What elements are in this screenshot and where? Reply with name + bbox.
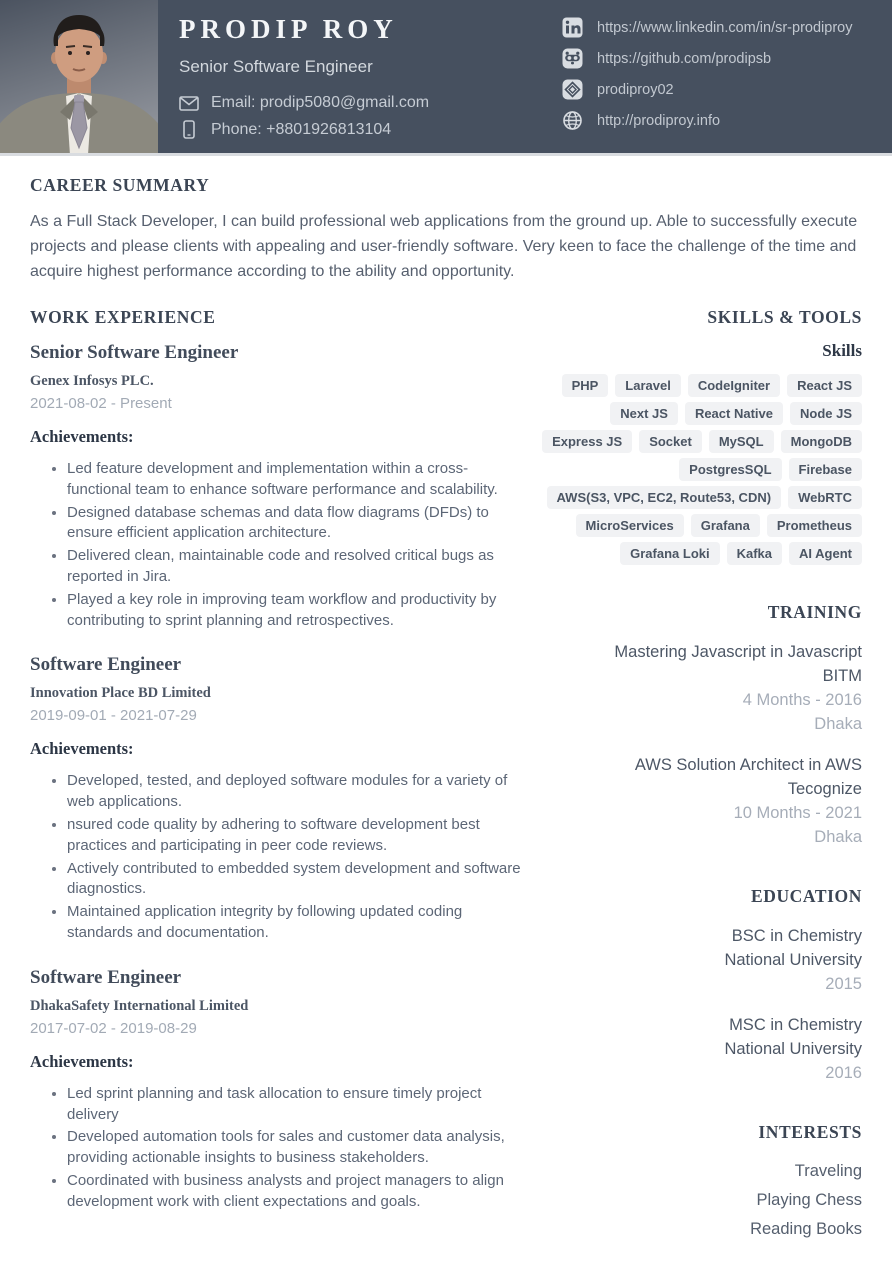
education-year: 2016	[825, 1064, 862, 1082]
achievement-item: • Played a key role in improving team workflow and productivity by contributing to sprint planning and retrospectives.	[67, 590, 522, 632]
achievements-list	[30, 1084, 522, 1213]
training-org: BITM	[822, 667, 862, 685]
skill-tag: Laravel	[615, 374, 681, 397]
achievement-item: • Developed, tested, and deployed software modules for a variety of web applications.	[67, 771, 522, 813]
linkedin-link[interactable]	[562, 17, 892, 38]
career-summary-heading: CAREER SUMMARY	[30, 175, 210, 195]
job-entry	[30, 654, 522, 943]
job-title: Software Engineer	[30, 654, 182, 676]
training-heading: TRAINING	[767, 602, 862, 622]
career-summary-section	[30, 175, 862, 284]
skill-tag: Next JS	[610, 402, 678, 425]
skills-subheading: Skills	[822, 341, 862, 360]
right-column	[536, 307, 862, 1244]
training-title: AWS Solution Architect in AWS	[634, 756, 862, 774]
linkedin-url[interactable]: https://www.linkedin.com/in/sr-prodiproy	[597, 19, 853, 36]
github-link[interactable]	[562, 48, 892, 69]
skills-heading: SKILLS & TOOLS	[707, 307, 862, 327]
achievements-list	[30, 459, 522, 631]
skill-tag: MySQL	[709, 430, 774, 453]
training-duration: 10 Months - 2021	[733, 804, 862, 822]
education-school: National University	[724, 951, 862, 969]
header-main	[158, 0, 562, 153]
skill-tag: Prometheus	[767, 514, 862, 537]
achievement-item: • Coordinated with business analysts and project managers to align development work with client expectations and goals.	[67, 1171, 522, 1213]
email-label: Email: prodip5080@gmail.com	[211, 94, 430, 111]
github-url[interactable]: https://github.com/prodipsb	[597, 50, 772, 67]
email-icon	[179, 96, 199, 111]
training-location: Dhaka	[814, 715, 862, 733]
work-experience-heading: WORK EXPERIENCE	[30, 307, 216, 327]
achievement-item: • nsured code quality by adhering to software development best practices and participating in peer code reviews.	[67, 815, 522, 857]
job-dates: 2021-08-02 - Present	[30, 395, 172, 412]
skills-section	[536, 307, 862, 565]
skill-tag: WebRTC	[788, 486, 862, 509]
skill-tag: Grafana	[691, 514, 760, 537]
job-company: Innovation Place BD Limited	[30, 685, 211, 702]
training-duration: 4 Months - 2016	[742, 691, 862, 709]
interest-item: Playing Chess	[756, 1191, 862, 1209]
achievement-item: • Developed automation tools for sales and customer data analysis, providing actionable insights to business stakeholders.	[67, 1127, 522, 1169]
skill-tag: Socket	[639, 430, 702, 453]
job-title: Senior Software Engineer	[30, 342, 239, 363]
codepen-link[interactable]	[562, 79, 892, 100]
training-entry	[536, 640, 862, 736]
phone-label: Phone: +8801926813104	[211, 120, 392, 138]
skill-tag: PHP	[562, 374, 609, 397]
codepen-username[interactable]: prodiproy02	[597, 81, 674, 98]
skill-tag: Express JS	[542, 430, 632, 453]
education-entry	[536, 1013, 862, 1085]
job-title: Software Engineer	[30, 966, 182, 988]
job-company: DhakaSafety International Limited	[30, 997, 249, 1014]
achievements-label: Achievements:	[30, 1051, 134, 1071]
website-url[interactable]: http://prodiproy.info	[597, 112, 721, 129]
codepen-icon	[562, 79, 583, 100]
achievement-item: • Delivered clean, maintainable code and resolved critical bugs as reported in Jira.	[67, 546, 522, 588]
training-org: Tecognize	[787, 780, 862, 798]
job-company: Genex Infosys PLC.	[30, 373, 154, 389]
training-location: Dhaka	[814, 828, 862, 846]
skill-tags	[536, 374, 862, 565]
job-dates: 2019-09-01 - 2021-07-29	[30, 707, 197, 725]
achievements-label: Achievements:	[30, 427, 134, 446]
person-name: PRODIP ROY	[179, 14, 398, 44]
resume-header	[0, 0, 892, 156]
github-icon	[562, 48, 583, 69]
achievement-item: • Led feature development and implementation within a cross-functional team to enhance software performance and scalability.	[67, 459, 522, 501]
skill-tag: Firebase	[789, 458, 862, 481]
education-heading: EDUCATION	[750, 886, 862, 906]
phone-icon	[179, 120, 199, 139]
skill-tag: Node JS	[790, 402, 862, 425]
skill-tag: MongoDB	[781, 430, 862, 453]
skill-tag: Kafka	[727, 542, 782, 565]
training-title: Mastering Javascript in Javascript	[614, 643, 862, 661]
profile-photo	[0, 0, 158, 153]
skill-tag: MicroServices	[576, 514, 684, 537]
training-entry	[536, 753, 862, 849]
skill-tag: React Native	[685, 402, 783, 425]
education-degree: BSC in Chemistry	[731, 927, 862, 945]
job-entry	[30, 967, 522, 1213]
achievements-list	[30, 771, 522, 943]
website-link[interactable]	[562, 110, 892, 131]
interests-heading: INTERESTS	[758, 1122, 862, 1142]
skill-tag: CodeIgniter	[688, 374, 780, 397]
education-degree: MSC in Chemistry	[729, 1016, 862, 1034]
job-entry	[30, 342, 522, 631]
interests-section	[536, 1122, 862, 1244]
education-entry	[536, 924, 862, 996]
contact-phone	[179, 120, 562, 139]
skill-tag: React JS	[787, 374, 862, 397]
skill-tag: Grafana Loki	[620, 542, 719, 565]
skill-tag: PostgresSQL	[679, 458, 781, 481]
education-year: 2015	[825, 975, 862, 993]
work-experience-section	[30, 307, 522, 1244]
contact-email	[179, 94, 562, 112]
achievements-label: Achievements:	[30, 739, 134, 759]
job-dates: 2017-07-02 - 2019-08-29	[30, 1019, 197, 1037]
achievement-item: • Designed database schemas and data flow diagrams (DFDs) to ensure efficient application architecture.	[67, 503, 522, 545]
header-links	[562, 0, 892, 153]
career-summary-text: As a Full Stack Developer, I can build professional web applications from the ground up. Able to successfully execute projects and please clients with appealing and user-friendly software. Very keen to face the challenge of the time and acquire highest performance according to the ability and opportunity.	[30, 213, 858, 280]
achievement-item: • Actively contributed to embedded system development and software diagnostics.	[67, 859, 522, 901]
education-school: National University	[724, 1040, 862, 1058]
skill-tag: AWS(S3, VPC, EC2, Route53, CDN)	[547, 486, 782, 509]
training-section	[536, 602, 862, 849]
achievement-item: • Led sprint planning and task allocation to ensure timely project delivery	[67, 1084, 522, 1126]
achievement-item: • Maintained application integrity by following updated coding standards and documentation.	[67, 902, 522, 944]
skill-tag: AI Agent	[789, 542, 862, 565]
globe-icon	[562, 110, 583, 131]
education-section	[536, 886, 862, 1085]
interest-item: Reading Books	[750, 1220, 862, 1238]
resume-body	[0, 175, 892, 1244]
interest-item: Traveling	[794, 1162, 862, 1180]
linkedin-icon	[562, 17, 583, 38]
person-title: Senior Software Engineer	[179, 57, 373, 76]
